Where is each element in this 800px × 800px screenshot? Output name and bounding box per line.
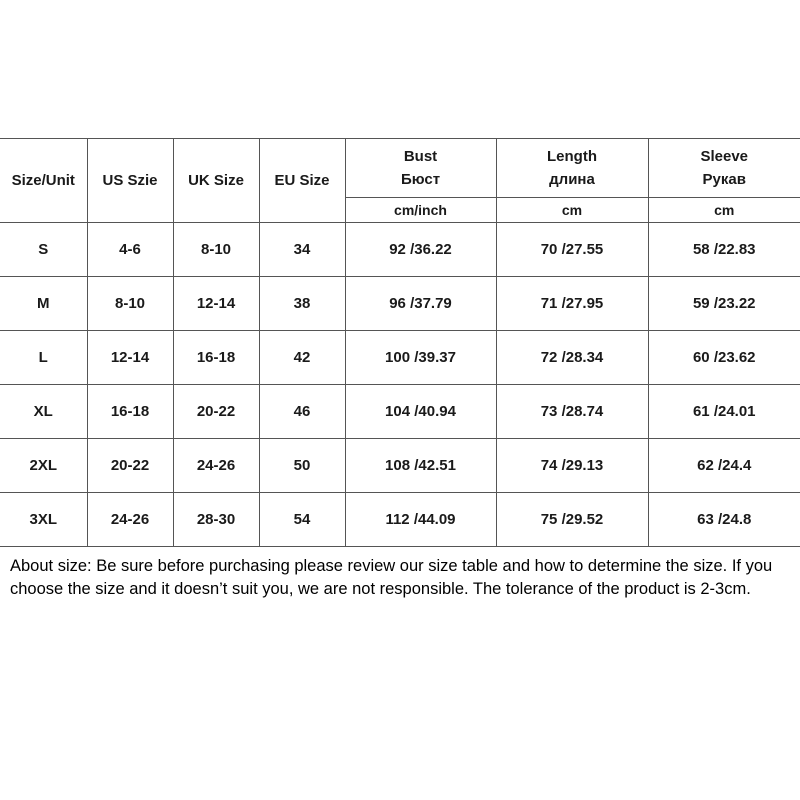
cell-eu: 54: [259, 493, 345, 547]
cell-bust: 112 /44.09: [345, 493, 496, 547]
cell-length: 70 /27.55: [496, 223, 648, 277]
cell-sleeve: 63 /24.8: [648, 493, 800, 547]
cell-uk: 12-14: [173, 277, 259, 331]
length-unit: cm: [496, 198, 648, 223]
header-uk-size: UK Size: [173, 139, 259, 223]
cell-sleeve: 61 /24.01: [648, 385, 800, 439]
cell-bust: 100 /39.37: [345, 331, 496, 385]
table-row: [0, 493, 800, 547]
cell-uk: 20-22: [173, 385, 259, 439]
cell-eu: 50: [259, 439, 345, 493]
header-us-size: US Szie: [87, 139, 173, 223]
cell-length: 73 /28.74: [496, 385, 648, 439]
cell-us: 20-22: [87, 439, 173, 493]
header-bust-en: Bust: [403, 148, 438, 165]
cell-uk: 8-10: [173, 223, 259, 277]
cell-size: S: [0, 223, 87, 277]
header-sleeve-en: Sleeve: [700, 148, 749, 165]
table-row: [0, 223, 800, 277]
cell-size: XL: [0, 385, 87, 439]
cell-eu: 38: [259, 277, 345, 331]
cell-bust: 104 /40.94: [345, 385, 496, 439]
cell-us: 8-10: [87, 277, 173, 331]
size-table: [0, 138, 800, 547]
cell-length: 75 /29.52: [496, 493, 648, 547]
cell-size: 3XL: [0, 493, 87, 547]
cell-us: 24-26: [87, 493, 173, 547]
sleeve-unit: cm: [648, 198, 800, 223]
table-row: [0, 277, 800, 331]
header-bust-ru: Бюст: [400, 171, 441, 188]
cell-size: 2XL: [0, 439, 87, 493]
cell-sleeve: 62 /24.4: [648, 439, 800, 493]
table-row: [0, 331, 800, 385]
cell-bust: 108 /42.51: [345, 439, 496, 493]
table-row: [0, 385, 800, 439]
cell-size: M: [0, 277, 87, 331]
cell-uk: 24-26: [173, 439, 259, 493]
cell-us: 12-14: [87, 331, 173, 385]
cell-sleeve: 58 /22.83: [648, 223, 800, 277]
header-length-ru: длина: [549, 171, 595, 188]
cell-eu: 34: [259, 223, 345, 277]
size-note: About size: Be sure before purchasing please review our size table and how to determine the size. If you choose the size and it doesn’t suit you, we are not responsible. The tolerance of the product is 2-3cm.: [10, 557, 773, 598]
table-row: [0, 439, 800, 493]
cell-us: 4-6: [87, 223, 173, 277]
header-eu-size: EU Size: [259, 139, 345, 223]
cell-uk: 16-18: [173, 331, 259, 385]
header-bust: [345, 139, 496, 198]
cell-us: 16-18: [87, 385, 173, 439]
bust-unit: cm/inch: [345, 198, 496, 223]
cell-sleeve: 59 /23.22: [648, 277, 800, 331]
cell-size: L: [0, 331, 87, 385]
header-length: [496, 139, 648, 198]
cell-eu: 42: [259, 331, 345, 385]
header-row: [0, 139, 800, 198]
cell-uk: 28-30: [173, 493, 259, 547]
header-size-unit: Size/Unit: [0, 139, 87, 223]
cell-length: 71 /27.95: [496, 277, 648, 331]
table-body: [0, 139, 800, 547]
header-sleeve: [648, 139, 800, 198]
cell-bust: 92 /36.22: [345, 223, 496, 277]
cell-sleeve: 60 /23.62: [648, 331, 800, 385]
header-sleeve-ru: Рукав: [702, 171, 746, 188]
cell-bust: 96 /37.79: [345, 277, 496, 331]
cell-length: 72 /28.34: [496, 331, 648, 385]
cell-length: 74 /29.13: [496, 439, 648, 493]
cell-eu: 46: [259, 385, 345, 439]
header-length-en: Length: [547, 148, 597, 165]
